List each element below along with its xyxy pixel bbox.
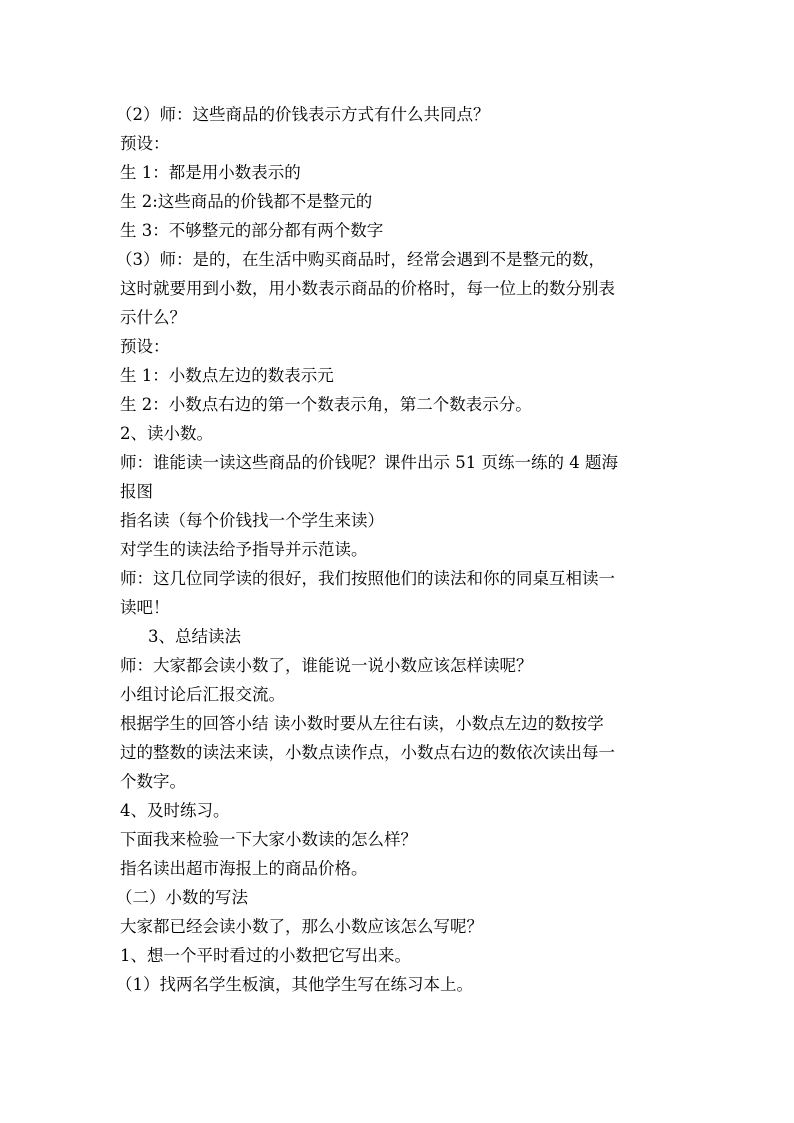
text-line: 生 1：都是用小数表示的 [120, 163, 301, 182]
text-line: 师：大家都会读小数了，谁能说一说小数应该怎样读呢？ [120, 656, 533, 675]
text-line: 2、读小数。 [120, 424, 213, 443]
text-line: 指名读（每个价钱找一个学生来读） [120, 511, 384, 530]
text-line: 根据学生的回答小结 读小数时要从左往右读，小数点左边的数按学 [120, 714, 604, 733]
text-line: 示什么？ [120, 308, 186, 327]
text-line: （2）师：这些商品的价钱表示方式有什么共同点？ [116, 105, 490, 124]
document-page [116, 100, 680, 999]
text-line: （1）找两名学生板演，其他学生写在练习本上。 [116, 975, 473, 994]
text-line: 生 2:这些商品的价钱都不是整元的 [120, 192, 373, 211]
text-line: 过的整数的读法来读，小数点读作点，小数点右边的数依次读出每一 [120, 743, 615, 762]
text-line: （3）师：是的，在生活中购买商品时，经常会遇到不是整元的数， [116, 250, 605, 269]
text-line: 对学生的读法给予指导并示范读。 [120, 540, 368, 559]
text-line: 预设： [120, 134, 170, 153]
text-line: 师：谁能读一读这些商品的价钱呢？课件出示 51 页练一练的 4 题海 [120, 453, 618, 472]
text-line: 预设： [120, 337, 170, 356]
text-line: 生 2：小数点右边的第一个数表示角，第二个数表示分。 [120, 395, 532, 414]
text-line: 报图 [120, 482, 153, 501]
text-line: 生 3：不够整元的部分都有两个数字 [120, 221, 384, 240]
text-line: 4、及时练习。 [120, 801, 230, 820]
text-line: 1、想一个平时看过的小数把它写出来。 [120, 946, 411, 965]
text-line: 这时就要用到小数，用小数表示商品的价格时，每一位上的数分别表 [120, 279, 615, 298]
text-line: 个数字。 [120, 772, 186, 791]
text-line: 3、总结读法 [148, 627, 241, 646]
text-line: 小组讨论后汇报交流。 [120, 685, 285, 704]
text-line: 指名读出超市海报上的商品价格。 [120, 859, 368, 878]
text-line: 师：这几位同学读的很好，我们按照他们的读法和你的同桌互相读一 [120, 569, 615, 588]
text-line: 读吧！ [120, 598, 170, 617]
text-line: （二）小数的写法 [116, 888, 248, 907]
text-line: 生 1：小数点左边的数表示元 [120, 366, 334, 385]
text-line: 大家都已经会读小数了，那么小数应该怎么写呢？ [120, 917, 483, 936]
text-line: 下面我来检验一下大家小数读的怎么样？ [120, 830, 417, 849]
